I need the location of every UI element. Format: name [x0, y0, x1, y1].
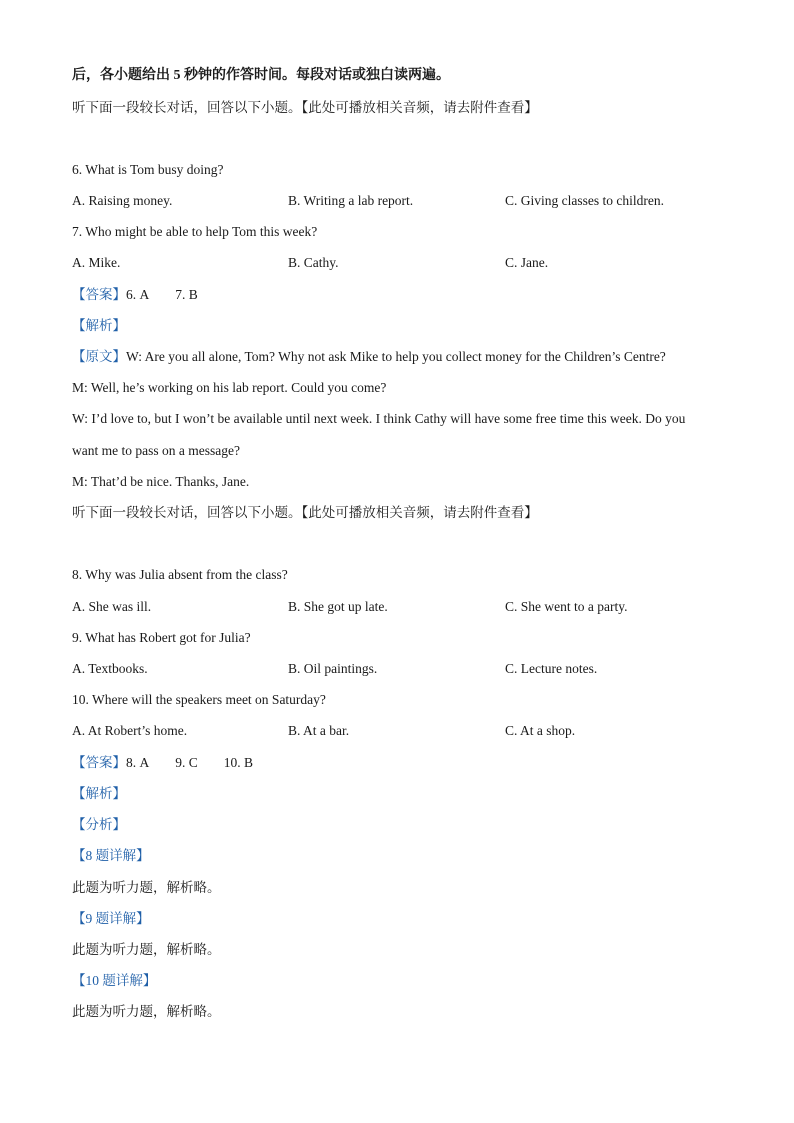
option-c: C. Lecture notes. — [505, 661, 598, 676]
option-a: A. Raising money. — [72, 193, 173, 208]
answer-item: 10. B — [223, 755, 254, 770]
answer-item: 8. A — [126, 755, 150, 770]
question-stem: 10. Where will the speakers meet on Saturday? — [72, 692, 326, 707]
question-stem: 8. Why was Julia absent from the class? — [72, 567, 288, 582]
transcript-line — [72, 347, 666, 367]
option-c: C. Giving classes to children. — [505, 193, 664, 208]
option-a: A. Textbooks. — [72, 661, 148, 676]
breakdown-label: 【分析】 — [72, 817, 126, 832]
option-c: C. Jane. — [505, 255, 549, 270]
answer-item: 9. C — [175, 755, 198, 770]
option-b: B. At a bar. — [288, 723, 350, 738]
option-c: C. She went to a party. — [505, 599, 628, 614]
option-a: A. She was ill. — [72, 599, 152, 614]
option-b: B. Writing a lab report. — [288, 193, 414, 208]
answer-label: 【答案】 — [72, 755, 126, 770]
transcript-line: want me to pass on a message? — [72, 443, 240, 458]
detail-body: 此题为听力题，解析略。 — [72, 942, 221, 957]
option-c: C. At a shop. — [505, 723, 576, 738]
answer-label: 【答案】 — [72, 287, 126, 302]
listen-prompt: 听下面一段较长对话，回答以下小题。【此处可播放相关音频，请去附件查看】 — [72, 505, 538, 520]
question-stem: 7. Who might be able to help Tom this week? — [72, 224, 318, 239]
section-instruction: 后，各小题给出 5 秒钟的作答时间。每段对话或独白读两遍。 — [72, 68, 450, 83]
answer-line — [72, 285, 198, 305]
transcript-line: M: Well, he’s working on his lab report. Could you come? — [72, 380, 387, 395]
detail-title: 【9 题详解】 — [72, 911, 150, 926]
detail-body: 此题为听力题，解析略。 — [72, 1004, 221, 1019]
listen-prompt: 听下面一段较长对话，回答以下小题。【此处可播放相关音频，请去附件查看】 — [72, 100, 538, 115]
detail-title: 【10 题详解】 — [72, 973, 157, 988]
option-a: A. At Robert’s home. — [72, 723, 188, 738]
transcript-label: 【原文】 — [72, 349, 126, 364]
detail-title: 【8 题详解】 — [72, 848, 150, 863]
option-b: B. She got up late. — [288, 599, 388, 614]
option-b: B. Oil paintings. — [288, 661, 378, 676]
transcript-line: M: That’d be nice. Thanks, Jane. — [72, 474, 250, 489]
option-b: B. Cathy. — [288, 255, 339, 270]
analysis-label: 【解析】 — [72, 786, 126, 801]
analysis-label: 【解析】 — [72, 318, 126, 333]
transcript-line: W: I’d love to, but I won’t be available until next week. I think Cathy will have some free time this week. Do you — [72, 411, 686, 426]
option-a: A. Mike. — [72, 255, 121, 270]
question-stem: 9. What has Robert got for Julia? — [72, 630, 251, 645]
answer-line — [72, 753, 253, 773]
detail-body: 此题为听力题，解析略。 — [72, 880, 221, 895]
answer-item: 6. A — [126, 287, 150, 302]
question-stem: 6. What is Tom busy doing? — [72, 162, 224, 177]
transcript-text: W: Are you all alone, Tom? Why not ask Mike to help you collect money for the Children’s Centre? — [126, 349, 666, 364]
answer-item: 7. B — [175, 287, 198, 302]
